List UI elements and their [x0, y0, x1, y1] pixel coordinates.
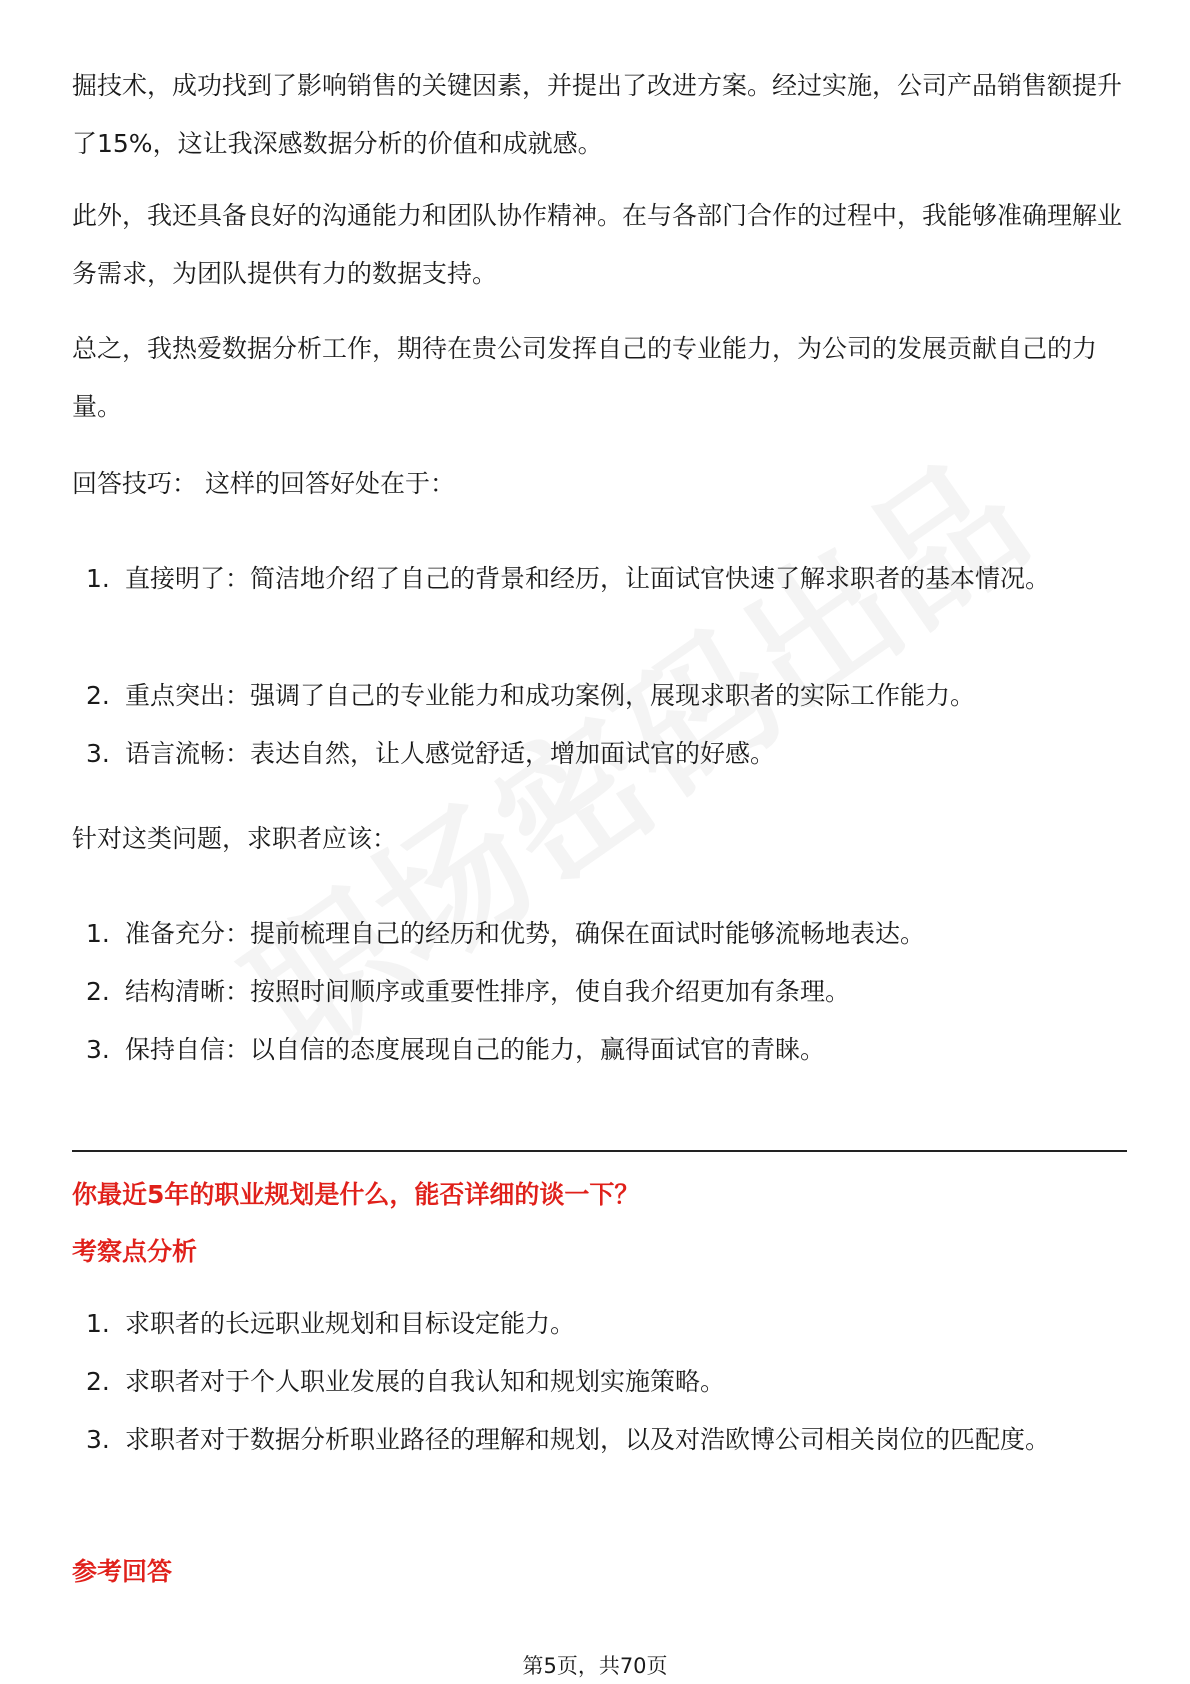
list-text: 语言流畅：表达自然，让人感觉舒适，增加面试官的好感。 — [125, 739, 776, 768]
list-number: 2. — [86, 977, 110, 1006]
list-text: 直接明了：简洁地介绍了自己的背景和经历，让面试官快速了解求职者的基本情况。 — [125, 564, 1051, 593]
answer-heading: 参考回答 — [72, 1557, 173, 1586]
list-text: 求职者对于个人职业发展的自我认知和规划实施策略。 — [125, 1367, 726, 1396]
list-text: 求职者对于数据分析职业路径的理解和规划，以及对浩欧博公司相关岗位的匹配度。 — [125, 1425, 1051, 1454]
page-footer: 第5页，共70页 — [522, 1654, 668, 1678]
tips-intro: 回答技巧： 这样的回答好处在于： — [72, 469, 455, 498]
list-text: 准备充分：提前梳理自己的经历和优势，确保在面试时能够流畅地表达。 — [125, 919, 926, 948]
list-number: 1. — [86, 564, 110, 593]
list-text: 保持自信：以自信的态度展现自己的能力，赢得面试官的青睐。 — [125, 1035, 826, 1064]
list-number: 1. — [86, 919, 110, 948]
analysis-heading: 考察点分析 — [72, 1237, 198, 1266]
list-text: 结构清晰：按照时间顺序或重要性排序，使自我介绍更加有条理。 — [125, 977, 851, 1006]
paragraph-2: 此外，我还具备良好的沟通能力和团队协作精神。在与各部门合作的过程中，我能够准确理解业务需求，为团队提供有力的数据支持。 — [72, 201, 1123, 288]
section-divider — [72, 1150, 1127, 1152]
question-title: 你最近5年的职业规划是什么，能否详细的谈一下？ — [72, 1180, 640, 1209]
advice-intro: 针对这类问题，求职者应该： — [72, 824, 398, 853]
list-number: 2. — [86, 681, 110, 710]
list-number: 3. — [86, 739, 110, 768]
list-number: 3. — [86, 1425, 110, 1454]
list-number: 2. — [86, 1367, 110, 1396]
list-text: 求职者的长远职业规划和目标设定能力。 — [125, 1309, 576, 1338]
list-item — [72, 550, 1127, 666]
paragraph-3: 总之，我热爱数据分析工作，期待在贵公司发挥自己的专业能力，为公司的发展贡献自己的力量。 — [72, 334, 1098, 421]
paragraph-1: 掘技术，成功找到了影响销售的关键因素，并提出了改进方案。经过实施，公司产品销售额提升了15%，这让我深感数据分析的价值和成就感。 — [72, 71, 1123, 158]
list-number: 3. — [86, 1035, 110, 1064]
list-text: 重点突出：强调了自己的专业能力和成功案例，展现求职者的实际工作能力。 — [125, 681, 976, 710]
list-number: 1. — [86, 1309, 110, 1338]
